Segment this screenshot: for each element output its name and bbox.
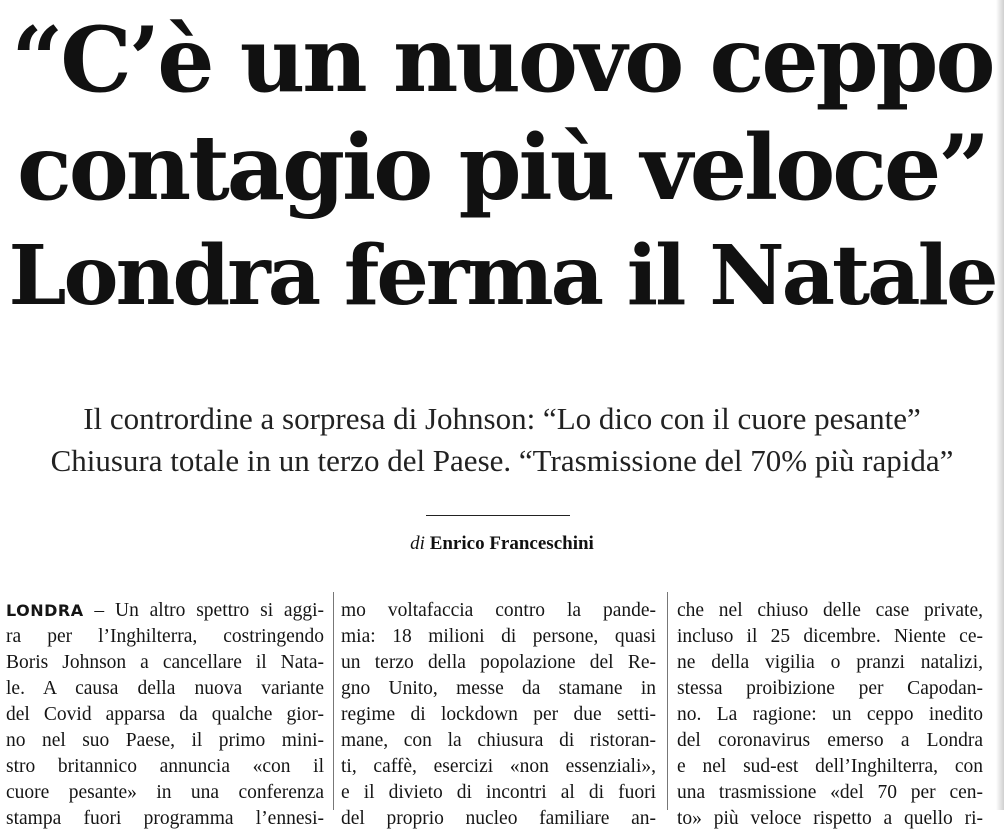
headline-line: “C’è un nuovo ceppo <box>11 7 993 113</box>
subheadline <box>0 398 1004 482</box>
column-divider <box>667 592 668 810</box>
body-line: ra per l’Inghilterra, costringendo <box>6 626 324 647</box>
body-line: del proprio nucleo familiare an- <box>341 808 656 829</box>
body-line: stessa proibizione per Capodan- <box>677 678 983 699</box>
body-line: stampa fuori programma l’ennesi- <box>6 808 324 829</box>
body-line: to» più veloce rispetto a quello ri- <box>677 808 983 829</box>
body-line: mia: 18 milioni di persone, quasi <box>341 626 656 647</box>
body-line: un terzo della popolazione del Re- <box>341 652 656 673</box>
body-line: stro britannico annuncia «con il <box>6 756 324 777</box>
column-divider <box>333 592 334 810</box>
body-line: cuore pesante» in una conferenza <box>6 782 324 803</box>
body-line: le. A causa della nuova variante <box>6 678 324 699</box>
body-line: del Covid apparsa da qualche gior- <box>6 704 324 725</box>
body-line: ne della vigilia o pranzi natalizi, <box>677 652 983 673</box>
byline-prefix: di <box>410 533 425 554</box>
body-line-text: – Un altro spettro si aggi- <box>83 600 324 621</box>
body-line: ti, caffè, esercizi «non essenziali», <box>341 756 656 777</box>
body-line: no nel suo Paese, il primo mini- <box>6 730 324 751</box>
article-column-2 <box>341 598 656 832</box>
article-column-3 <box>677 598 983 832</box>
page-edge-shadow <box>996 0 1004 810</box>
body-line: incluso il 25 dicembre. Niente ce- <box>677 626 983 647</box>
subheadline-line: Chiusura totale in un terzo del Paese. “Trasmissione del 70% più rapida” <box>50 443 954 478</box>
body-line: mane, con la chiusura di ristoran- <box>341 730 656 751</box>
headline-line: contagio più veloce” <box>16 115 988 221</box>
dateline: LONDRA <box>6 601 84 620</box>
headline-line: Londra ferma il Natale <box>8 228 996 324</box>
body-line: gno Unito, messe da stamane in <box>341 678 656 699</box>
body-line: e il divieto di incontri al di fuori <box>341 782 656 803</box>
body-line: Boris Johnson a cancellare il Nata- <box>6 652 324 673</box>
byline <box>0 532 1004 556</box>
body-line: del coronavirus emerso a Londra <box>677 730 983 751</box>
body-line <box>6 598 324 624</box>
subheadline-line: Il contrordine a sorpresa di Johnson: “Lo dico con il cuore pesante” <box>83 401 921 436</box>
byline-divider <box>426 515 570 516</box>
body-line: regime di lockdown per due setti- <box>341 704 656 725</box>
headline <box>0 6 1004 330</box>
body-line: e nel sud-est dell’Inghilterra, con <box>677 756 983 777</box>
body-line: no. La ragione: un ceppo inedito <box>677 704 983 725</box>
article-column-1 <box>6 598 324 832</box>
body-line: una trasmissione «del 70 per cen- <box>677 782 983 803</box>
body-line: che nel chiuso delle case private, <box>677 600 983 621</box>
body-line: mo voltafaccia contro la pande- <box>341 600 656 621</box>
byline-author: Enrico Franceschini <box>429 533 594 554</box>
